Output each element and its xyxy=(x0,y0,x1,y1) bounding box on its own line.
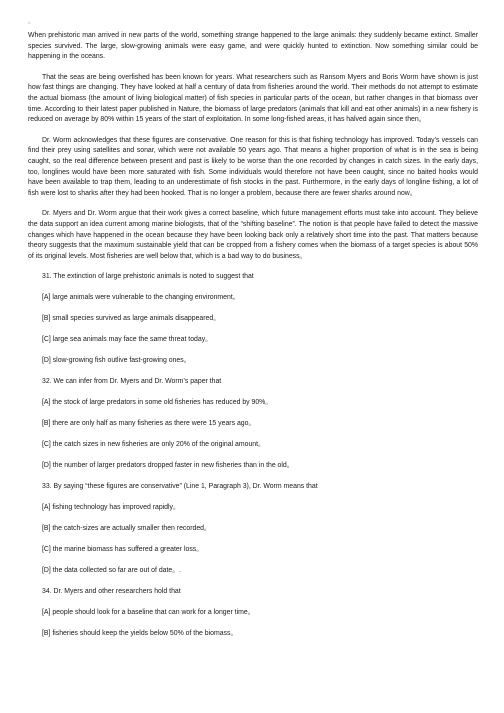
question-stem: 32. We can infer from Dr. Myers and Dr. Worm’s paper that xyxy=(42,378,222,386)
question-33 xyxy=(28,482,478,577)
option-b: [B] fisheries should keep the yields below 50% of the biomass。 xyxy=(42,630,238,638)
option-c: [C] large sea animals may face the same threat today。 xyxy=(42,336,213,344)
paragraph-1: When prehistoric man arrived in new parts of the world, something strange happened to the large animals: they suddenly became extinct. Smaller species survived. The large, slow-growing animals were easy game, and were quickly hunted to extinction. Now something similar could be happening in the oceans. xyxy=(28,32,478,61)
paragraph-4: Dr. Myers and Dr. Worm argue that their work gives a correct baseline, which future management efforts must take into account. They believe the data support an idea current among marine biologists, that of the “shifting baseline”. The notion is that people have failed to detect the massive changes which have happened in the ocean because they have been looking back only a relatively short time into the past. That matters because theory suggests that the maximum sustainable yield that can be cropped from a fishery comes when the biomass of a target species is about 50% of its original levels. Most fisheries are well below that, which is a bad way to do business。 xyxy=(28,210,478,260)
question-stem: 34. Dr. Myers and other researchers hold that xyxy=(42,588,181,596)
option-a: [A] fishing technology has improved rapidly。 xyxy=(42,504,180,512)
paragraph-2: That the seas are being overfished has been known for years. What researchers such as Ransom Myers and Boris Worm have shown is just how fast things are changing. They have looked at half a century of data from fisheries around the world. Their methods do not attempt to estimate the actual biomass (the amount of living biological matter) of fish species in particular parts of the ocean, but rather changes in that biomass over time. According to their latest paper published in Nature, the biomass of large predators (animals that kill and eat other animals) in a new fishery is reduced on average by 80% within 15 years of the start of exploitation. In some long-fished areas, it has halved again since then。 xyxy=(28,73,478,124)
option-d: [D] the number of larger predators dropped faster in new fisheries than in the old。 xyxy=(42,462,294,470)
option-d: [D] the data collected so far are out of date。. xyxy=(42,567,182,575)
document-body xyxy=(28,31,478,650)
question-31 xyxy=(28,272,478,367)
option-b: [B] the catch-sizes are actually smaller then recorded。 xyxy=(42,525,211,533)
option-a: [A] the stock of large predators in some old fisheries has reduced by 90%。 xyxy=(42,399,273,407)
question-32 xyxy=(28,377,478,472)
option-a: [A] large animals were vulnerable to the changing environment。 xyxy=(42,294,240,302)
option-d: [D] slow-growing fish outlive fast-growing ones。 xyxy=(42,357,191,365)
question-34 xyxy=(28,587,478,640)
option-c: [C] the catch sizes in new fisheries are only 20% of the original amount。 xyxy=(42,441,265,449)
option-c: [C] the marine biomass has suffered a greater loss。 xyxy=(42,546,204,554)
option-b: [B] there are only half as many fisheries as there were 15 years ago。 xyxy=(42,420,256,428)
question-stem: 33. By saying “these figures are conservative” (Line 1, Paragraph 3), Dr. Worm means that xyxy=(42,483,318,491)
option-b: [B] small species survived as large animals disappeared。 xyxy=(42,315,221,323)
option-a: [A] people should look for a baseline that can work for a longer time。 xyxy=(42,609,255,617)
paragraph-3: Dr. Worm acknowledges that these figures are conservative. One reason for this is that fishing technology has improved. Today’s vessels can find their prey using satellites and sonar, which were not available 50 years ago. That means a higher proportion of what is in the sea is being caught, so the real difference between present and past is likely to be worse than the one recorded by changes in catch sizes. In the early days, too, longlines would have been more saturated with fish. Some individuals would therefore not have been caught, since no baited hooks would have been available to trap them, leading to an underestimate of fish stocks in the past. Furthermore, in the early days of longline fishing, a lot of fish were lost to sharks after they had been hooked. That is no longer a problem, because there are fewer sharks around now。 xyxy=(28,136,478,197)
question-stem: 31. The extinction of large prehistoric animals is noted to suggest that xyxy=(42,273,254,281)
page-mark: 。 xyxy=(28,18,35,25)
